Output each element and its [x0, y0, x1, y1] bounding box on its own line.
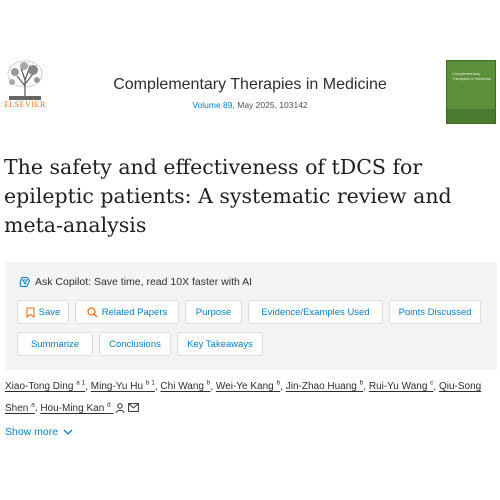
summarize-label: Summarize — [30, 338, 80, 350]
author-link[interactable] — [216, 381, 280, 392]
author-name: Xiao-Tong Ding — [5, 381, 74, 393]
show-more-label: Show more — [5, 426, 59, 438]
journal-name[interactable]: Complementary Therapies in Medicine — [113, 76, 387, 93]
copilot-icon — [19, 276, 31, 288]
cover-band — [447, 109, 495, 123]
author-name: Jin-Zhao Huang — [285, 381, 357, 393]
author-link[interactable] — [5, 381, 85, 392]
summarize-button[interactable] — [17, 332, 93, 356]
person-icon[interactable] — [115, 403, 125, 413]
search-icon — [87, 307, 98, 318]
author-name: Ming-Yu Hu — [90, 381, 144, 393]
author-name: Wei-Ye Kang — [215, 381, 274, 393]
evidence-examples-label: Evidence/Examples Used — [261, 306, 370, 318]
author-name: Hou-Ming Kan — [40, 402, 105, 414]
author-name: Rui-Yu Wang — [368, 381, 428, 393]
article-title: The safety and effectiveness of tDCS for epileptic patients: A systematic review and meta-analysis — [4, 155, 452, 237]
show-more-button[interactable] — [5, 426, 73, 438]
author-contact-icons — [115, 403, 139, 413]
journal-issue — [0, 100, 500, 110]
conclusions-label: Conclusions — [109, 338, 161, 350]
publisher-name: ELSEVIER — [4, 100, 46, 109]
author-link[interactable] — [91, 381, 155, 392]
chevron-down-icon — [63, 429, 73, 435]
copilot-heading-text: Ask Copilot: Save time, read 10X faster with AI — [35, 276, 253, 288]
copilot-panel — [5, 262, 497, 370]
key-takeaways-label: Key Takeaways — [187, 338, 253, 350]
author-list: Xiao-Tong Ding $^{a 1}$, Ming-Yu Hu $^{b 1}$, Chi Wang $^b$, Wei-Ye Kang $^b$, Jin-Zhao Huang $^b$, Rui-Yu Wang $^c$, Qiu-Song Shen $^a$, Hou-Ming Kan $^d$ — [5, 380, 482, 414]
author-affiliation: b — [276, 380, 281, 387]
author-affiliation: a — [31, 401, 35, 409]
cover-title: Complementary Therapies in Medicine — [452, 71, 492, 81]
copilot-heading[interactable] — [19, 276, 252, 288]
author-affiliation: b — [206, 380, 211, 387]
author-link[interactable] — [160, 381, 210, 392]
author-affiliation: a 1 — [76, 380, 86, 387]
points-discussed-label: Points Discussed — [398, 306, 472, 318]
author-affiliation: b — [359, 380, 364, 387]
points-discussed-button[interactable] — [389, 300, 481, 324]
conclusions-button[interactable] — [99, 332, 171, 356]
related-papers-button[interactable] — [75, 300, 179, 324]
journal-header — [0, 54, 500, 130]
issue-details: , May 2025, 103142 — [232, 100, 308, 110]
author-affiliation: c — [430, 380, 434, 387]
purpose-label: Purpose — [195, 306, 232, 318]
author-affiliation: d — [107, 401, 111, 409]
save-button[interactable] — [17, 300, 69, 324]
purpose-button[interactable] — [185, 300, 242, 324]
related-papers-label: Related Papers — [101, 306, 168, 318]
author-link[interactable] — [40, 403, 139, 414]
volume-link[interactable]: Volume 89 — [192, 100, 233, 110]
evidence-examples-button[interactable] — [248, 300, 383, 324]
author-name: Chi Wang — [160, 381, 204, 393]
author-link[interactable] — [286, 381, 364, 392]
author-affiliation: b 1 — [145, 380, 155, 387]
envelope-icon[interactable] — [128, 403, 139, 412]
save-label: Save — [38, 306, 61, 318]
bookmark-icon — [26, 307, 35, 318]
journal-cover[interactable] — [446, 60, 496, 124]
author-link[interactable] — [369, 381, 434, 392]
author-name: Qiu-Song Shen — [5, 381, 482, 414]
key-takeaways-button[interactable] — [177, 332, 263, 356]
